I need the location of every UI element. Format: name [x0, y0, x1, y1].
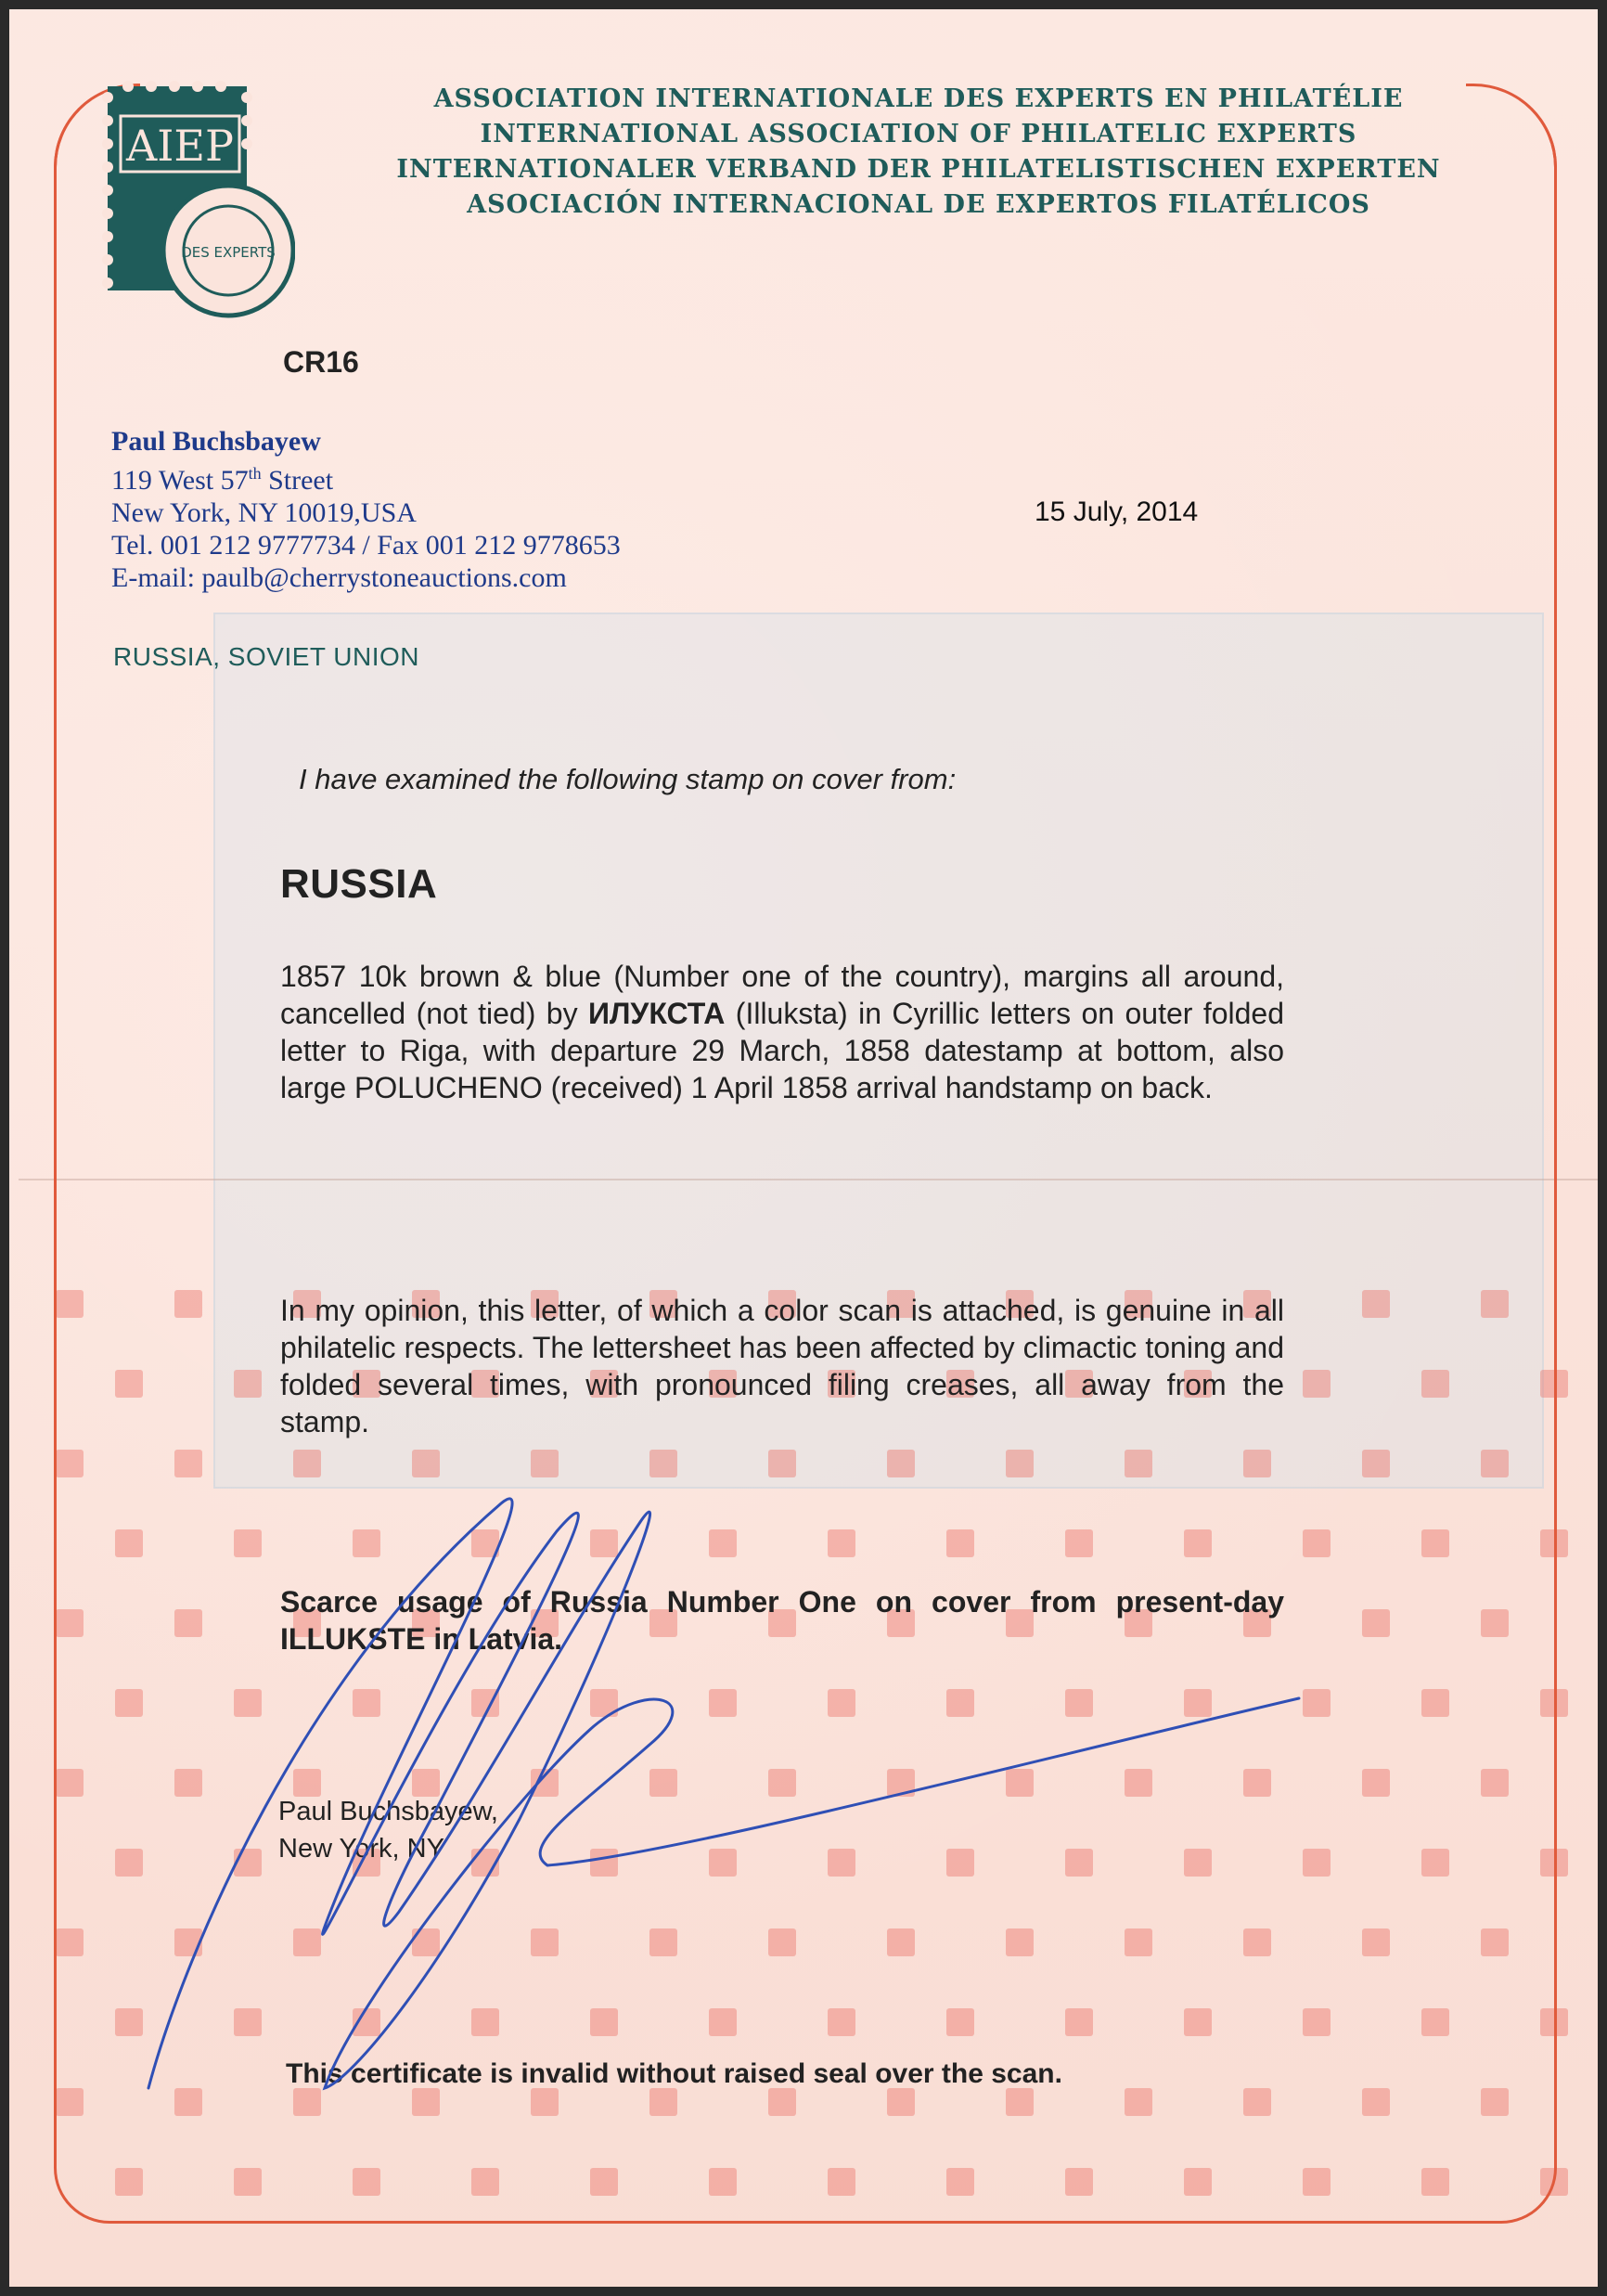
logo-text: AIEP [126, 121, 234, 171]
description-part-1: 1857 10k brown & blue (Number one of the country), margins all around, cancelled (not tied) by [280, 960, 1284, 1030]
aiep-logo [100, 79, 295, 320]
description-part-2: (Illuksta) in Cyrillic letters on outer folded letter to Riga, with departure 29 March, 1858 datestamp at bottom, also large POLUCHENO (received) 1 April 1858 arrival handstamp on back. [280, 997, 1285, 1104]
street-name: Street [261, 465, 334, 496]
street-number: 119 West 57 [111, 465, 249, 496]
heading-german: INTERNATIONALER VERBAND DER PHILATELISTISCHEN EXPERTEN [396, 155, 1441, 184]
validity-notice: This certificate is invalid without raised seal over the scan. [286, 2058, 1062, 2089]
certificate-sheet [9, 9, 1598, 2287]
certificate-code: CR16 [283, 345, 359, 379]
expert-city: New York, NY 10019,USA [111, 497, 417, 528]
country-title: RUSSIA [280, 861, 438, 907]
expert-opinion: In my opinion, this letter, of which a color scan is attached, is genuine in all philatelic respects. The lettersheet has been affected by climactic toning and folded several times, with pronounced filing creases, all away from the stamp. [280, 1294, 1284, 1438]
expert-remark: Scarce usage of Russia Number One on cover from present-day ILLUKSTE in Latvia. [280, 1585, 1284, 1656]
certificate-date: 15 July, 2014 [1035, 497, 1199, 527]
expertise-category: RUSSIA, SOVIET UNION [113, 642, 419, 671]
cancel-name-cyrillic: ИЛУКСТА [587, 997, 726, 1030]
expert-email[interactable]: E-mail: paulb@cherrystoneauctions.com [111, 562, 567, 593]
association-names [297, 82, 1540, 223]
signatory-place: New York, NY [278, 1834, 444, 1864]
expert-address [111, 425, 621, 594]
heading-english: INTERNATIONAL ASSOCIATION OF PHILATELIC EXPERTS [480, 120, 1357, 148]
certificate-frame [54, 84, 1557, 2224]
expert-name: Paul Buchsbayew [111, 426, 321, 457]
heading-spanish: ASOCIACIÓN INTERNACIONAL DE EXPERTOS FILATÉLICOS [467, 190, 1370, 219]
intro-text: I have examined the following stamp on cover from: [299, 763, 957, 795]
street-suffix-sup: th [248, 464, 262, 483]
seal-inner-text: DES EXPERTS [181, 244, 276, 261]
seal-icon [163, 186, 293, 316]
signature-block [278, 1793, 498, 1867]
stamp-description [280, 958, 1284, 1106]
expert-phone: Tel. 001 212 9777734 / Fax 001 212 9778653 [111, 530, 621, 561]
expert-street [111, 458, 621, 497]
signatory-name: Paul Buchsbayew, [278, 1797, 498, 1826]
heading-french: ASSOCIATION INTERNATIONALE DES EXPERTS EN PHILATÉLIE [433, 84, 1404, 113]
